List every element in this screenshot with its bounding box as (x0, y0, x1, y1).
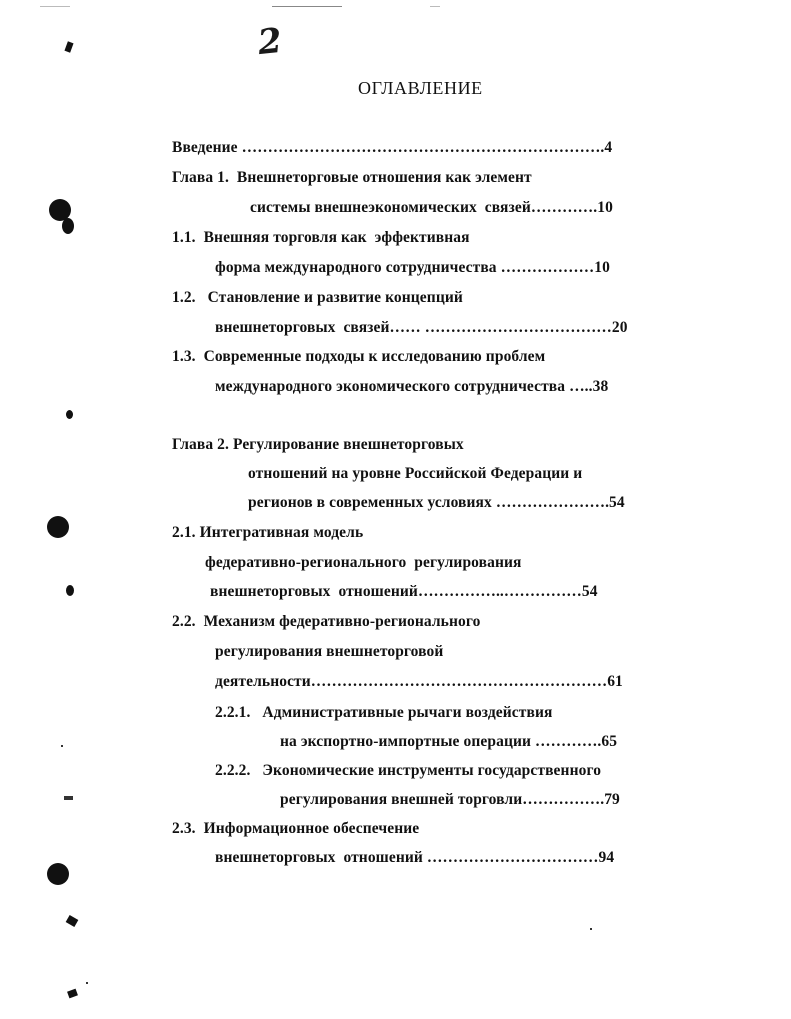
toc-entry-2-2: 2.2. Механизм федеративно-регионального (172, 613, 481, 630)
scan-speck (61, 745, 63, 747)
binding-hole-fragment (62, 218, 74, 234)
toc-entry-1-1-cont: форма международного сотрудничества ………………10 (215, 259, 610, 276)
toc-entry-2-3: 2.3. Информационное обеспечение (172, 820, 420, 837)
toc-entry-chapter-1-cont: системы внешнеэкономических связей………….10 (250, 199, 613, 216)
scan-speck (67, 989, 78, 999)
toc-entry-2-2-1-cont: на экспортно-импортные операции ………….65 (280, 733, 618, 750)
toc-entry-2-2-2-cont: регулирования внешней торговли…………….79 (280, 791, 620, 808)
toc-entry-1-2-cont: внешнеторговых связей…… ………………………………20 (215, 319, 628, 336)
scan-speck (66, 410, 73, 419)
binding-hole (47, 863, 69, 885)
toc-entry-2-3-cont: внешнеторговых отношений ……………………………94 (215, 849, 615, 866)
toc-entry-2-2-cont: регулирования внешнеторговой (215, 643, 444, 660)
toc-entry-chapter-2: Глава 2. Регулирование внешнеторговых (172, 436, 464, 453)
scan-artifact-line (272, 6, 342, 7)
page-number: 2 (255, 20, 284, 64)
page-title: ОГЛАВЛЕНИЕ (358, 78, 483, 98)
scan-speck (64, 796, 73, 800)
toc-entry-2-1-cont: федеративно-регионального регулирования (205, 554, 522, 571)
scan-artifact-line (430, 6, 440, 7)
toc-entry-1-1: 1.1. Внешняя торговля как эффективная (172, 229, 470, 246)
scan-speck (66, 585, 74, 596)
scan-speck (66, 915, 79, 927)
scan-speck (86, 982, 88, 984)
binding-hole (47, 516, 69, 538)
toc-entry-2-1: 2.1. Интегративная модель (172, 524, 364, 541)
toc-entry-introduction: Введение …………………………………………………………….4 (172, 139, 613, 156)
toc-entry-2-2-cont: деятельности…………………………………………………61 (215, 673, 623, 690)
toc-entry-2-2-1: 2.2.1. Административные рычаги воздействия (215, 704, 553, 721)
toc-entry-1-2: 1.2. Становление и развитие концепций (172, 289, 463, 306)
scan-speck (64, 41, 73, 52)
toc-entry-chapter-1: Глава 1. Внешнеторговые отношения как элемент (172, 169, 532, 186)
toc-entry-chapter-2-cont: отношений на уровне Российской Федерации и (248, 465, 583, 482)
toc-entry-chapter-2-cont: регионов в современных условиях ………………….54 (248, 494, 625, 511)
scan-artifact-line (40, 6, 70, 7)
toc-entry-2-2-2: 2.2.2. Экономические инструменты государственного (215, 762, 602, 779)
toc-entry-2-1-cont: внешнеторговых отношений……………..……………54 (210, 583, 598, 600)
toc-entry-1-3: 1.3. Современные подходы к исследованию проблем (172, 348, 546, 365)
scan-speck (590, 928, 592, 930)
toc-entry-1-3-cont: международного экономического сотрудничества …..38 (215, 378, 609, 395)
